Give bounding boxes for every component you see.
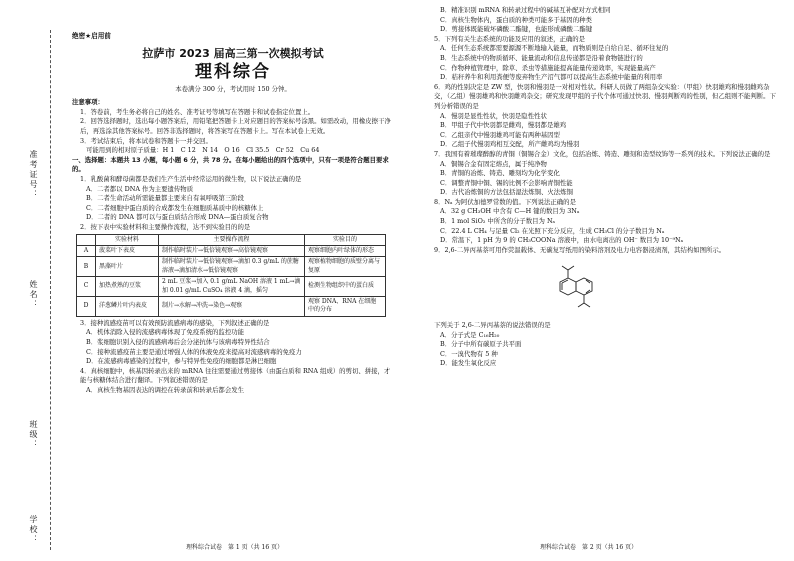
question-option: C．作物种植管理中，除草、杀虫等措施能提高能量传递效率，实现能量高产	[440, 63, 656, 72]
table-cell: D	[77, 296, 96, 316]
table-header	[77, 234, 96, 245]
question-option: B．甲组子代中快羽都是雌鸡，慢羽都是雄鸡	[440, 121, 567, 130]
question-option: A．真核生物基因表达的调控在转录前和转录后都会发生	[86, 385, 244, 394]
table-row	[77, 296, 386, 316]
note-item: 1．答卷前，考生务必将自己的姓名、准考证号等填写在答题卡和试卷指定位置上。	[80, 107, 315, 116]
table-header: 实验目的	[305, 234, 386, 245]
question-stem: 2．按下表中实验材料和主要操作流程，达不到实验目的的是	[80, 222, 251, 231]
binding-cut-line	[50, 30, 51, 550]
class-label: 班级：	[29, 420, 38, 450]
question-option: B．青铜的冶炼、铸造、雕刻均为化学变化	[440, 169, 560, 178]
question-option: D．常温下，1 pH 为 9 的 CH₃COONa 溶液中，由水电离出的 OH⁻ 数目为 10⁻⁹Nₐ	[440, 236, 684, 245]
isopropyl-bond	[568, 266, 574, 270]
naphthalene-structure-diagram	[546, 261, 606, 311]
table-cell: B	[77, 257, 96, 277]
note-item: 2．回答选择题时，选出每小题答案后，用铅笔把答题卡上对应题目的答案标号涂黑。如需改动，用橡皮擦干净后，再选涂其他答案标号。回答非选择题时，将答案写在答题卡上。写在本试卷上无效。	[80, 117, 391, 135]
question-option: A．二者都以 DNA 作为主要遗传物质	[86, 184, 194, 193]
table-row	[77, 277, 386, 297]
table-row	[77, 245, 386, 256]
isopropyl-bond	[584, 303, 590, 307]
table-header: 主要操作流程	[159, 234, 305, 245]
question-option: B．浆细胞识别入侵的流感病毒后会分泌抗体与该病毒特异性结合	[86, 337, 270, 346]
question-option: A．机体消除入侵的流感病毒体现了免疫系统的监控功能	[86, 328, 244, 337]
table-cell: 制作临时装片→低倍镜观察→高倍镜观察	[159, 245, 305, 256]
table-cell: 加热煮熟的豆浆	[96, 277, 159, 297]
question-option: C．22.4 L CH₄ 与足量 Cl₂ 在光照下充分反应，生成 CH₃Cl 的分子数目为 Nₐ	[440, 226, 665, 235]
question-option: C．真核生物体内，蛋白质的种类可能多于基因的种类	[440, 15, 592, 24]
question-option: A．任何生态系统都需要源源不断地输入能量，而物质则是自给自足、循环往复的	[440, 44, 669, 53]
table-cell: 黑藻叶片	[96, 257, 159, 277]
question-option: D．秸秆养牛和利用粪便等废弃物生产沼气都可以提高生态系统中能量的利用率	[440, 73, 663, 82]
right-ring	[576, 278, 592, 295]
question-option: D．剪接体既能破坏磷酸二酯键，也能形成磷酸二酯键	[440, 25, 593, 34]
table-cell: 菠菜叶下表皮	[96, 245, 159, 256]
question-option: C．乙组亲代中慢羽雄鸡可能有两种基因型	[440, 130, 560, 139]
question-option: B．生态系统中的物质循环、能量流动和信息传递都是沿着食物链进行的	[440, 53, 643, 62]
experiment-table	[76, 234, 386, 317]
question-option: B．精准识别 mRNA 和转录过程中的碱基互补配对方式相同	[440, 6, 611, 14]
name-label: 姓名：	[29, 280, 38, 310]
atomic-masses: 可能用到的相对原子质量：H 1 C 12 N 14 O 16 Cl 35.5 Cr 52 Cu 64	[86, 146, 320, 155]
question-stem: 6．鸡的性别决定是 ZW 型，快羽和慢羽是一对相对性状。科研人员做了两组杂交实验：（甲组）快羽雄鸡和慢羽雌鸡杂交，（乙组）慢羽雄鸡和快羽雌鸡杂交；研究发现甲组的子代个体可通过快羽、慢羽判断鸡的性别，但乙组则不能判断。下列分析错误的是	[434, 82, 776, 110]
question-option: A．分子式是 C₁₆H₂₀	[440, 330, 500, 339]
table-cell: 2 mL 豆浆→加入 0.1 g/mL NaOH 溶液 1 mL→滴加 0.01 g/mL CuSO₄ 溶液 4 滴，摇匀	[159, 277, 305, 297]
question-option: C．调整青铜中铜、锡的比例不会影响青铜性能	[440, 178, 573, 187]
question-option: B．二者生命活动所需能量都主要来自有氧呼吸第三阶段	[86, 194, 245, 203]
page-footer-left: 理科综合试卷 第 1 页（共 16 页）	[186, 544, 284, 551]
table-cell: 洋葱鳞片叶内表皮	[96, 296, 159, 316]
question-stem: 8．Nₐ 为阿伏加德罗常数的值。下列说法正确的是	[434, 197, 576, 206]
school-label: 学校：	[29, 515, 38, 545]
table-cell: 制作临时装片→低倍镜观察→滴加 0.3 g/mL 的蔗糖溶液→滴加清水→低倍镜观察	[159, 257, 305, 277]
question-option: D．能发生氧化反应	[440, 359, 497, 368]
question-option: D．二者的 DNA 都可以与蛋白质结合形成 DNA—蛋白质复合物	[86, 213, 269, 222]
question-option: C．一溴代物有 5 种	[440, 349, 498, 358]
right-column	[426, 6, 776, 369]
question-option: C．接种流感疫苗主要是通过增强人体的体液免疫来提高对流感病毒的免疫力	[86, 347, 302, 356]
notes-heading: 注意事项：	[72, 98, 104, 107]
exam-number-label: 准考证号：	[29, 150, 38, 200]
question-option: C．二者细胞中蛋白质的合成都发生在细胞质基质中的核糖体上	[86, 203, 264, 212]
question-stem: 5．下列有关生态系统的功能及应用的叙述，正确的是	[434, 34, 586, 43]
question-option: D．古代冶炼铜的方法包括湿法炼铜、火法炼铜	[440, 188, 573, 197]
question-option: B．分子中所有碳原子共平面	[440, 340, 522, 349]
table-row	[77, 257, 386, 277]
exam-title: 拉萨市 2023 届高三第一次模拟考试	[142, 46, 324, 60]
question-option: A．铜锡合金有固定熔点，属于纯净物	[440, 159, 547, 168]
question-option: A．32 g CH₃OH 中含有 C—H 键的数目为 3Nₐ	[440, 207, 580, 216]
isopropyl-bond	[562, 266, 568, 270]
question-option: A．慢羽是显性性状，快羽是隐性性状	[440, 111, 547, 120]
table-cell: 观察 DNA、RNA 在细胞中的分布	[305, 296, 386, 316]
question-option: D．乙组子代慢羽鸡相互交配，所产雌鸡均为慢羽	[440, 140, 580, 149]
isopropyl-bond	[578, 303, 584, 307]
question-stem: 3．接种流感疫苗可以有效预防流感病毒的感染，下列叙述正确的是	[80, 318, 270, 327]
question-stem: 9．2,6-二异丙基萘可用作荧温载体、无碳复写纸用的染料溶剂及电力电容器浸渍剂，其结构如图所示。	[434, 245, 726, 254]
question-sub-stem: 下列关于 2,6-二异丙基萘的说法错误的是	[434, 321, 551, 330]
subject-title: 理科综合	[195, 61, 271, 82]
table-cell: 观察植物细胞的质壁分离与复原	[305, 257, 386, 277]
question-option: D．在流感病毒感染的过程中，参与特异性免疫的细胞都是淋巴细胞	[86, 357, 277, 366]
table-cell: C	[77, 277, 96, 297]
page-footer-right: 理科综合试卷 第 2 页（共 16 页）	[540, 544, 638, 551]
question-stem: 7．我国有着璀璨醉醇的青铜（铜锡合金）文化，包括冶炼、铸造、雕刻和造型纹饰等一系列的技术。下列说法正确的是	[434, 149, 771, 158]
table-cell: 观察细胞内叶绿体的形态	[305, 245, 386, 256]
secret-mark: 绝密★启用前	[72, 32, 111, 40]
table-header-row	[77, 234, 386, 245]
left-column	[72, 6, 394, 396]
score-time-line: 本卷满分 300 分，考试用时 150 分钟。	[175, 84, 291, 93]
table-cell: A	[77, 245, 96, 256]
question-stem: 4．真核细胞中，核基因转录出来的 mRNA 往往需要通过剪接体（由蛋白质和 RNA 组成）的剪切、拼接，才能与核糖体结合进行翻译。下列叙述错误的是	[80, 366, 391, 385]
table-cell: 检测生物组织中的蛋白质	[305, 277, 386, 297]
question-option: B．1 mol SiO₂ 中所含的分子数目为 Nₐ	[440, 217, 556, 226]
table-header: 实验材料	[96, 234, 159, 245]
section-heading: 一、选择题：本题共 13 小题，每小题 6 分，共 78 分。在每小题给出的四个选项中，只有一项是符合题目要求的。	[72, 155, 389, 174]
question-stem: 1．乳酸菌和酵母菌都是我们生产生活中经常运用的微生物，以下说法正确的是	[80, 174, 302, 183]
binding-margin	[0, 0, 58, 561]
table-cell: 制片→水解→冲洗→染色→观察	[159, 296, 305, 316]
note-item: 3．考试结束后，将本试卷和答题卡一并交回。	[80, 136, 212, 145]
